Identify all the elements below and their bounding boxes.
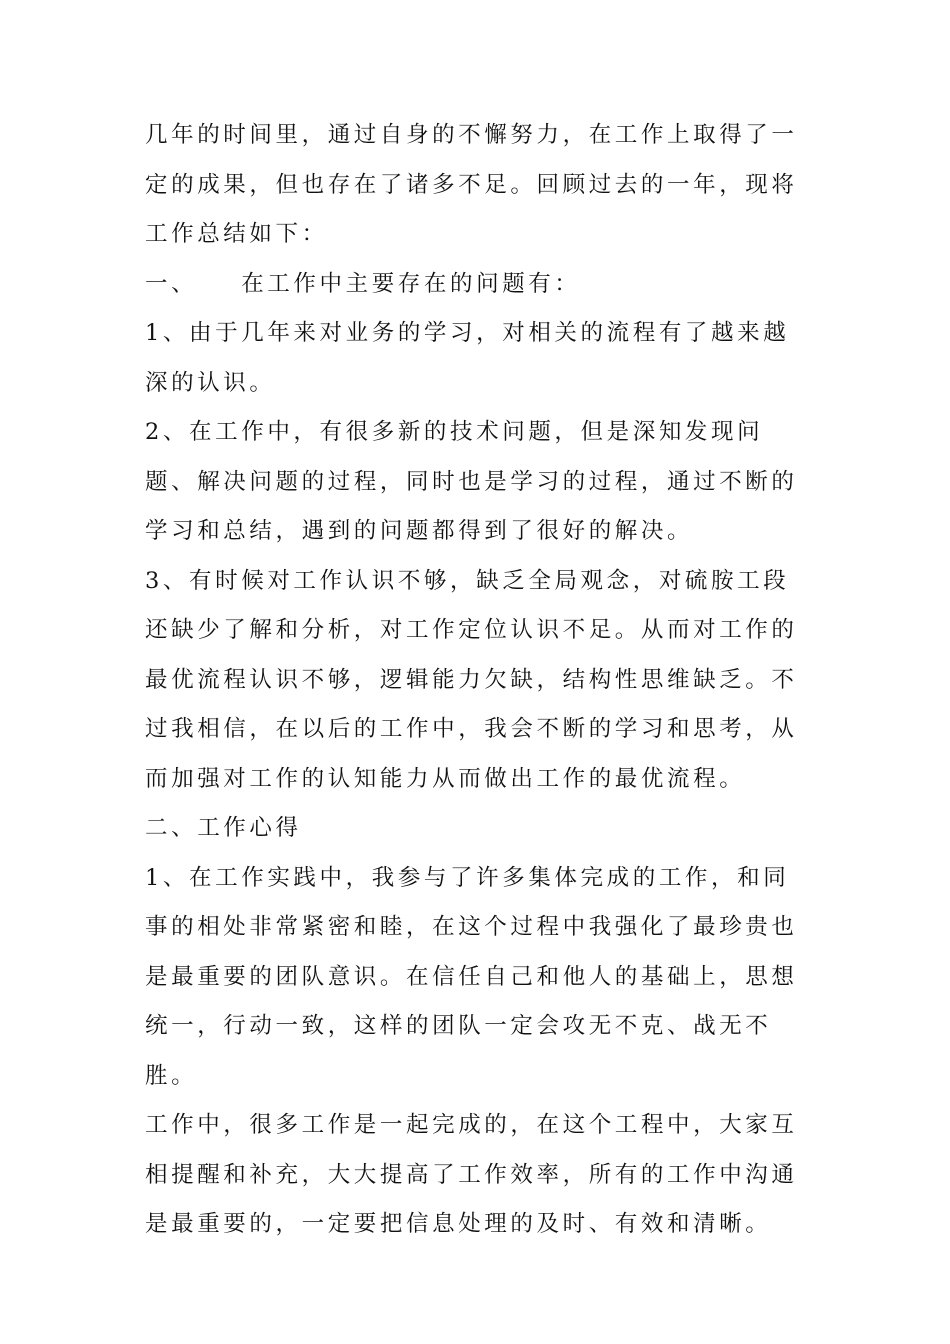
section-heading-text: 在工作中主要存在的问题有： xyxy=(241,270,581,297)
section-heading-experience: 二、工作心得 xyxy=(145,815,302,841)
experience-item-1: 1、在工作实践中，我参与了许多集体完成的工作，和同事的相处非常紧密和睦，在这个过程中我强化了最珍贵也是最重要的团队意识。在信任自己和他人的基础上，思想统一，行动一致，这样的团队一定会攻无不克、战无不胜。 xyxy=(145,864,798,1089)
intro-paragraph: 几年的时间里，通过自身的不懈努力，在工作上取得了一定的成果，但也存在了诸多不足。回顾过去的一年，现将工作总结如下： xyxy=(145,122,798,247)
experience-paragraph-2: 工作中，很多工作是一起完成的，在这个工程中，大家互相提醒和补充，大大提高了工作效率，所有的工作中沟通是最重要的，一定要把信息处理的及时、有效和清晰。 xyxy=(145,1112,798,1237)
problem-item-2: 2、在工作中，有很多新的技术问题，但是深知发现问题、解决问题的过程，同时也是学习的过程，通过不断的学习和总结，遇到的问题都得到了很好的解决。 xyxy=(145,419,798,544)
document-body xyxy=(145,111,805,1250)
problem-item-3: 3、有时候对工作认识不够，缺乏全局观念，对硫胺工段还缺少了解和分析，对工作定位认识不足。从而对工作的最优流程认识不够，逻辑能力欠缺，结构性思维缺乏。不过我相信，在以后的工作中，我会不断的学习和思考，从而加强对工作的认知能力从而做出工作的最优流程。 xyxy=(145,567,798,792)
section-heading-problems xyxy=(145,260,805,310)
problem-item-1: 1、由于几年来对业务的学习，对相关的流程有了越来越深的认识。 xyxy=(145,320,790,396)
section-number: 一、 xyxy=(145,270,198,297)
